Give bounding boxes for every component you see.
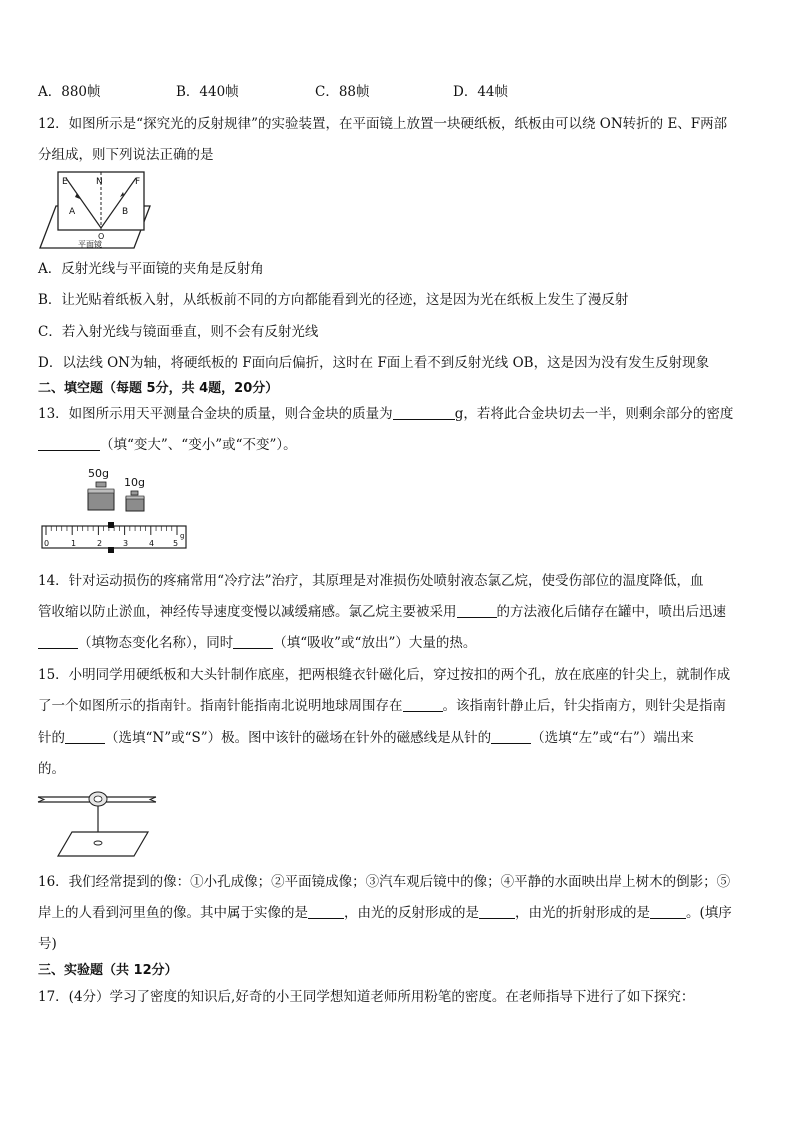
tick-label-0: 0	[44, 539, 50, 548]
question-15-line3	[38, 729, 694, 747]
tick-label-4: 4	[149, 539, 155, 548]
rider-marker-bottom	[108, 547, 114, 553]
question-14-line1: 14．针对运动损伤的疼痛常用“冷疗法”治疗，其原理是对准损伤处喷射液态氯乙烷，使受伤部位的温度降低，血	[38, 573, 704, 589]
question-15-line4: 的。	[38, 761, 65, 777]
tick-label-5: 5	[173, 539, 179, 548]
question-16-line3: 号)	[38, 936, 57, 952]
label-n: N	[96, 177, 103, 187]
label-e: E	[62, 177, 68, 187]
question-12-option-d: D．以法线 ON为轴，将硬纸板的 F面向后偏折，这时在 F面上看不到反射光线 OB，这是因为没有发生反射现象	[38, 355, 710, 371]
question-15-text-c: 针的	[38, 730, 65, 746]
answer-blank-liquefy-method[interactable]	[457, 603, 497, 618]
question-13-line2	[38, 436, 297, 454]
label-a: A	[69, 207, 76, 217]
answer-blank-reflection[interactable]	[479, 904, 515, 919]
weight-50g-label: 50g	[88, 467, 109, 480]
question-16-text-b: ，由光的反射形成的是	[344, 905, 479, 921]
section-3-title: 三、实验题（共 12分）	[38, 963, 178, 978]
question-15-text-e: （选填“左”或“右”）端出来	[531, 730, 694, 746]
question-14-text-a: 管收缩以防止淤血，神经传导速度变慢以减缓痛感。氯乙烷主要被采用	[38, 604, 457, 620]
tick-label-3: 3	[123, 539, 129, 548]
option-a: A．880帧	[38, 84, 101, 100]
answer-blank-refraction[interactable]	[650, 904, 686, 919]
answer-blank-end[interactable]	[491, 729, 531, 744]
section-2-title: 二、填空题（每题 5分，共 4题，20分）	[38, 381, 279, 396]
question-16-text-c: ，由光的折射形成的是	[515, 905, 650, 921]
question-12-stem-line1: 12．如图所示是“探究光的反射规律”的实验装置，在平面镜上放置一块硬纸板，纸板由可以绕 ON转折的 E、F两部	[38, 116, 728, 132]
question-14-text-c: （填物态变化名称），同时	[78, 635, 234, 651]
question-17-line1: 17．(4分）学习了密度的知识后,好奇的小王同学想知道老师所用粉笔的密度。在老师指导下进行了如下探究：	[38, 989, 695, 1005]
question-14-text-d: （填“吸收”或“放出”）大量的热。	[273, 635, 477, 651]
question-12-stem-line2: 分组成，则下列说法正确的是	[38, 147, 214, 163]
option-c: C．88帧	[315, 84, 370, 100]
answer-blank-mass[interactable]	[393, 405, 455, 420]
question-14-line2	[38, 603, 726, 621]
tick-label-1: 1	[71, 539, 77, 548]
question-14-line3	[38, 634, 476, 652]
question-15-text-a: 了一个如图所示的指南针。指南针能指南北说明地球周围存在	[38, 698, 403, 714]
answer-blank-pole[interactable]	[65, 729, 105, 744]
scale-unit: g	[180, 532, 185, 540]
question-16-text-d: 。(填序	[686, 905, 732, 921]
question-16-text-a: 岸上的人看到河里鱼的像。其中属于实像的是	[38, 905, 308, 921]
answer-blank-real-image[interactable]	[308, 904, 344, 919]
question-12-option-c: C．若入射光线与镜面垂直，则不会有反射光线	[38, 324, 319, 340]
answer-blank-heat[interactable]	[233, 634, 273, 649]
question-16-line1: 16．我们经常提到的像：①小孔成像；②平面镜成像；③汽车观后镜中的像；④平静的水面映出岸上树木的倒影；⑤	[38, 874, 731, 890]
option-b: B．440帧	[176, 84, 239, 100]
option-d: D．44帧	[453, 84, 509, 100]
rider-marker-top	[108, 522, 114, 528]
weight-10g-label: 10g	[124, 476, 145, 489]
cardboard-base	[58, 832, 148, 856]
question-13-text-b: g，若将此合金块切去一半，则剩余部分的密度	[454, 406, 734, 422]
question-16-line2	[38, 904, 732, 922]
question-12-option-a: A．反射光线与平面镜的夹角是反射角	[38, 261, 264, 277]
label-o: O	[98, 232, 105, 241]
question-15-line2	[38, 697, 726, 715]
question-15-text-b: 。该指南针静止后，针尖指南方，则针尖是指南	[442, 698, 726, 714]
mirror-caption: 平面镜	[78, 240, 102, 249]
balance-weights-figure	[40, 462, 190, 557]
reflection-apparatus-figure	[38, 170, 158, 252]
question-12-option-b: B．让光贴着纸板入射，从纸板前不同的方向都能看到光的径迹，这是因为光在纸板上发生了漫反射	[38, 292, 629, 308]
question-13-text-c: （填“变大”、“变小”或“不变”）。	[100, 437, 297, 453]
question-13-line1	[38, 405, 733, 423]
label-b: B	[122, 207, 129, 217]
label-f: F	[135, 177, 141, 187]
tick-label-2: 2	[97, 539, 103, 548]
compass-figure	[36, 786, 160, 862]
answer-blank-state-change[interactable]	[38, 634, 78, 649]
answer-blank-density[interactable]	[38, 436, 100, 451]
question-15-line1: 15．小明同学用硬纸板和大头针制作底座，把两根缝衣针磁化后，穿过按扣的两个孔，放在底座的针尖上，就制作成	[38, 667, 731, 683]
question-15-text-d: （选填“N”或“S”）极。图中该针的磁场在针外的磁感线是从针的	[105, 730, 492, 746]
answer-blank-magnetic-field[interactable]	[403, 697, 443, 712]
question-14-text-b: 的方法液化后储存在罐中，喷出后迅速	[496, 604, 726, 620]
question-13-text-a: 13．如图所示用天平测量合金块的质量，则合金块的质量为	[38, 406, 393, 422]
